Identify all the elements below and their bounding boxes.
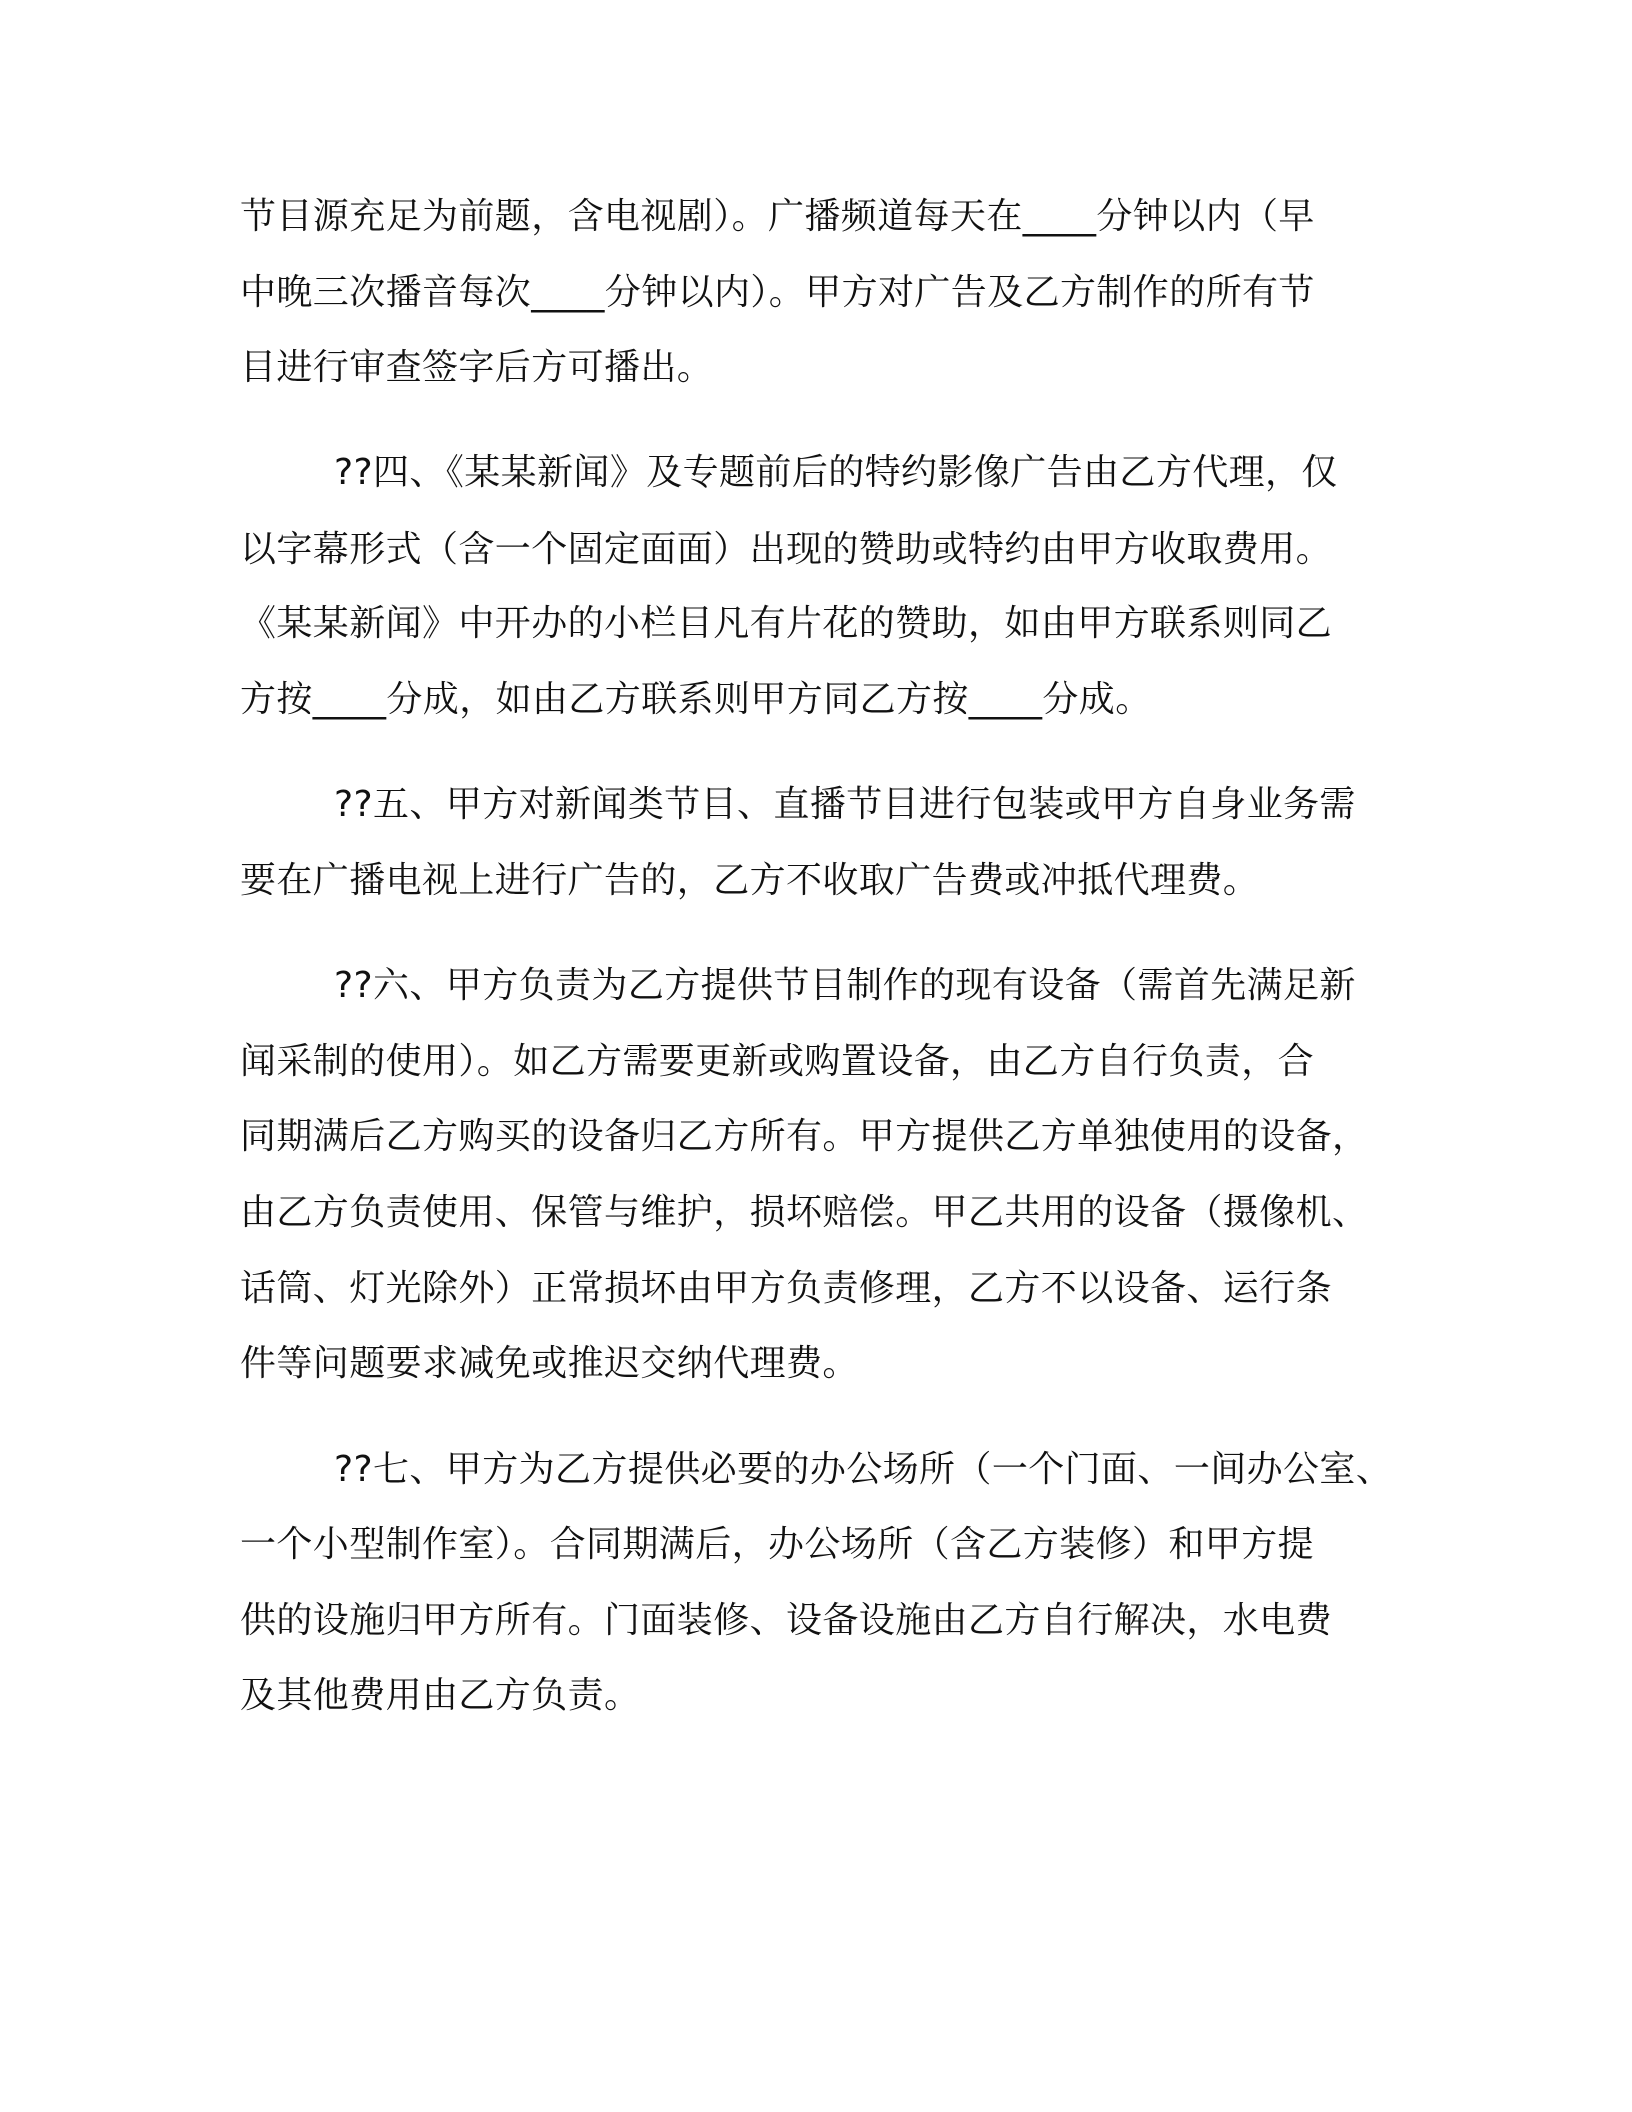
paragraph-4-line-4: 由乙方负责使用、保管与维护，损坏赔偿。甲乙共用的设备（摄像机、 (240, 1192, 1369, 1233)
paragraph-3-line-2: 要在广播电视上进行广告的，乙方不收取广告费或冲抵代理费。 (240, 860, 1260, 901)
paragraph-1-line-3: 目进行审查签字后方可播出。 (240, 347, 714, 388)
paragraph-4-line-5: 话筒、灯光除外）正常损坏由甲方负责修理，乙方不以设备、运行条 (240, 1268, 1333, 1309)
paragraph-5-line-4: 及其他费用由乙方负责。 (240, 1675, 641, 1716)
paragraph-5-line-1: ??七、甲方为乙方提供必要的办公场所（一个门面、一间办公室、 (334, 1449, 1393, 1490)
paragraph-2-line-4: 方按____分成，如由乙方联系则甲方同乙方按____分成。 (240, 679, 1152, 720)
paragraph-5-line-2: 一个小型制作室）。合同期满后，办公场所（含乙方装修）和甲方提 (240, 1524, 1315, 1565)
paragraph-5-line-3: 供的设施归甲方所有。门面装修、设备设施由乙方自行解决，水电费 (240, 1600, 1333, 1641)
paragraph-4-line-2: 闻采制的使用）。如乙方需要更新或购置设备，由乙方自行负责，合 (240, 1041, 1315, 1082)
paragraph-1-line-2: 中晚三次播音每次____分钟以内）。甲方对广告及乙方制作的所有节 (240, 272, 1315, 313)
paragraph-4-line-1: ??六、甲方负责为乙方提供节目制作的现有设备（需首先满足新 (334, 965, 1356, 1006)
paragraph-3-line-1: ??五、甲方对新闻类节目、直播节目进行包装或甲方自身业务需 (334, 784, 1356, 825)
paragraph-2-line-2: 以字幕形式（含一个固定面面）出现的赞助或特约由甲方收取费用。 (240, 529, 1333, 570)
paragraph-2-line-3: 《某某新闻》中开办的小栏目凡有片花的赞助，如由甲方联系则同乙 (240, 603, 1333, 644)
paragraph-4-line-3: 同期满后乙方购买的设备归乙方所有。甲方提供乙方单独使用的设备， (240, 1116, 1369, 1157)
paragraph-4-line-6: 件等问题要求减免或推迟交纳代理费。 (240, 1343, 859, 1384)
paragraph-1-line-1: 节目源充足为前题，含电视剧）。广播频道每天在____分钟以内（早 (240, 196, 1315, 237)
paragraph-2-line-1: ??四、《某某新闻》及专题前后的特约影像广告由乙方代理，仅 (334, 452, 1338, 493)
